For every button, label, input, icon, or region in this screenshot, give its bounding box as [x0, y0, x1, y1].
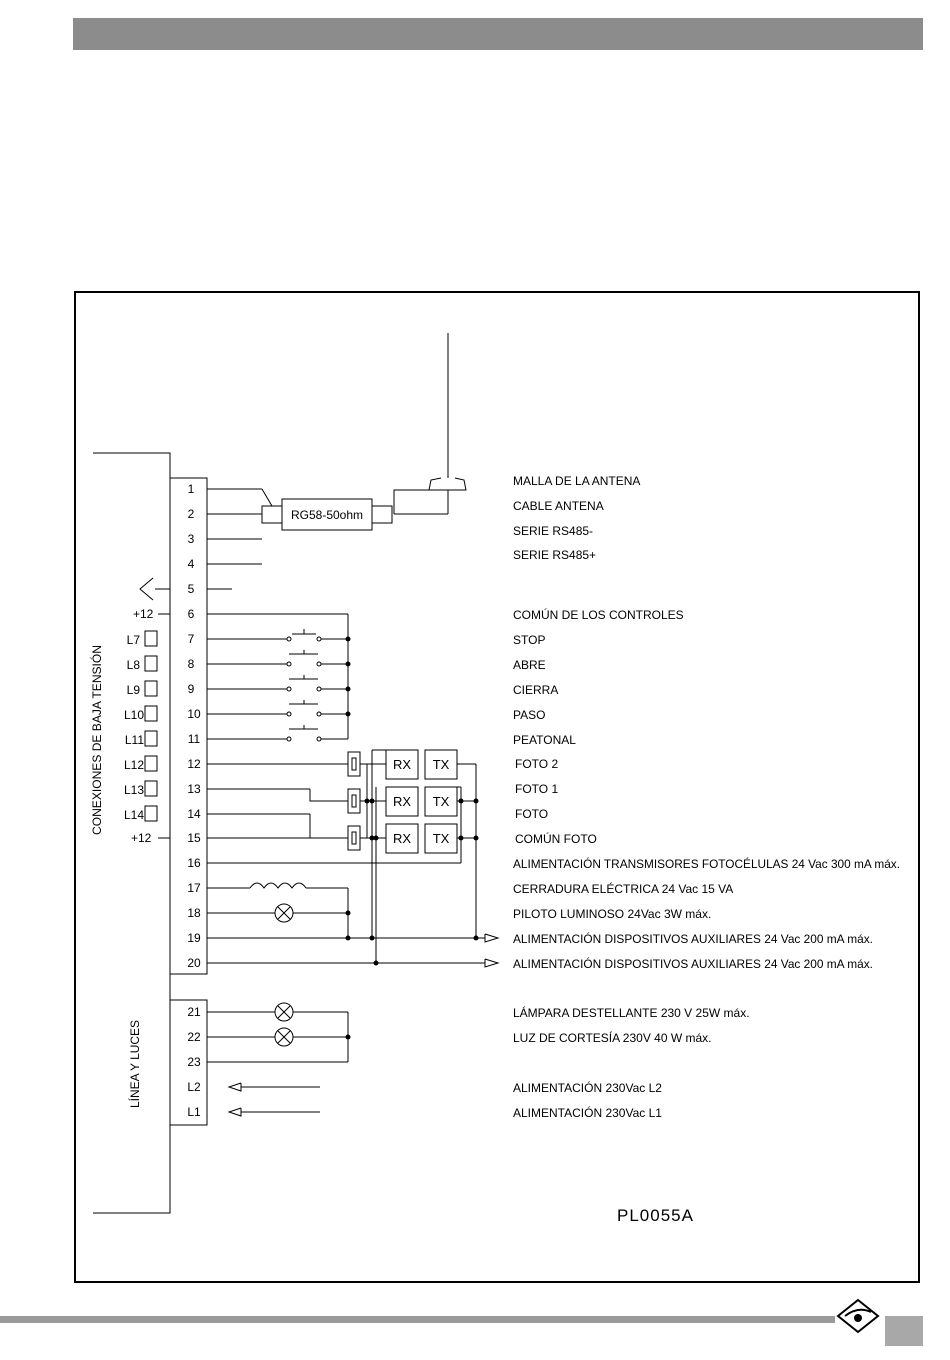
- description-label: CERRADURA ELÉCTRICA 24 Vac 15 VA: [513, 882, 734, 896]
- terminal-number: 23: [187, 1055, 201, 1069]
- description-label: SERIE RS485-: [513, 524, 594, 538]
- footer-bar: [0, 1316, 835, 1323]
- tx-label: TX: [432, 794, 450, 809]
- terminal-number: 7: [187, 632, 195, 646]
- description-label: FOTO 1: [515, 782, 559, 796]
- plus12-label: +12: [133, 607, 154, 621]
- terminal-number: 19: [187, 931, 201, 945]
- rx-label: RX: [392, 831, 412, 846]
- terminal-number: 14: [187, 807, 201, 821]
- terminal-number: 12: [187, 757, 201, 771]
- terminal-block-low-voltage: [170, 478, 207, 974]
- plus12-label: +12: [131, 831, 152, 845]
- terminal-number: 10: [187, 707, 201, 721]
- description-label: ALIMENTACIÓN 230Vac L1: [513, 1106, 662, 1120]
- led-label: L9: [126, 683, 140, 697]
- terminal-number: 21: [187, 1005, 201, 1019]
- description-label: CIERRA: [513, 683, 559, 697]
- description-label: MALLA DE LA ANTENA: [513, 474, 641, 488]
- rx-label: RX: [392, 794, 412, 809]
- description-label: FOTO: [515, 807, 549, 821]
- terminal-number: 3: [187, 532, 195, 546]
- terminal-numbers: [187, 482, 201, 1119]
- antenna-base: [429, 478, 466, 490]
- led-squares: [145, 631, 157, 821]
- push-buttons: [207, 629, 348, 739]
- terminal-number: 18: [187, 906, 201, 920]
- led-label: L7: [126, 633, 140, 647]
- coax-label: RG58-50ohm: [290, 508, 364, 522]
- terminal-number: L2: [187, 1080, 201, 1094]
- rx-label: RX: [392, 757, 412, 772]
- terminal-number: 17: [187, 881, 201, 895]
- terminal-number: 9: [187, 682, 195, 696]
- led-label: L14: [123, 808, 144, 822]
- description-label: ALIMENTACIÓN DISPOSITIVOS AUXILIARES 24 Vac 200 mA máx.: [513, 957, 877, 971]
- description-label: ABRE: [513, 658, 546, 672]
- terminal-number: 8: [187, 657, 195, 671]
- terminal-number: 4: [187, 557, 195, 571]
- led-label: L11: [124, 733, 144, 747]
- group-low-voltage-label: CONEXIONES DE BAJA TENSIÓN: [89, 645, 104, 835]
- lock-coil-icon: [250, 883, 306, 888]
- description-label: ALIMENTACIÓN DISPOSITIVOS AUXILIARES 24 Vac 200 mA máx.: [513, 932, 877, 946]
- description-label: FOTO 2: [515, 757, 559, 771]
- tx-label: TX: [432, 831, 450, 846]
- terminal-number: L1: [187, 1105, 201, 1119]
- terminal-number: 2: [187, 507, 195, 521]
- description-label: ALIMENTACIÓN TRANSMISORES FOTOCÉLULAS 24 Vac 300 mA máx.: [513, 857, 906, 871]
- ground-arrow-icon: [140, 578, 153, 600]
- description-label: COMÚN DE LOS CONTROLES: [513, 608, 684, 622]
- group-line-label: LÍNEA Y LUCES: [127, 1019, 142, 1108]
- terminal-number: 22: [187, 1030, 201, 1044]
- terminal-number: 16: [187, 856, 201, 870]
- led-label: L13: [123, 783, 144, 797]
- page-number-box: [885, 1316, 923, 1346]
- description-label: PILOTO LUMINOSO 24Vac 3W máx.: [513, 907, 712, 921]
- brand-logo-icon: [838, 1300, 878, 1332]
- drawing-code: PL0055A: [617, 1206, 694, 1225]
- description-label: COMÚN FOTO: [515, 832, 597, 846]
- description-label: STOP: [513, 633, 546, 647]
- terminal-number: 15: [187, 831, 201, 845]
- terminal-number: 20: [187, 956, 201, 970]
- description-label: PASO: [513, 708, 546, 722]
- rx-tx-labels: [393, 757, 450, 846]
- led-label: L12: [123, 758, 144, 772]
- description-label: SERIE RS485+: [513, 548, 597, 562]
- description-label: LÁMPARA DESTELLANTE 230 V 25W máx.: [513, 1006, 750, 1020]
- description-label: PEATONAL: [513, 733, 576, 747]
- description-label: ALIMENTACIÓN 230Vac L2: [513, 1081, 662, 1095]
- tx-label: TX: [432, 757, 450, 772]
- terminal-number: 11: [187, 732, 201, 746]
- terminal-number: 1: [187, 482, 195, 496]
- terminal-number: 5: [187, 582, 195, 596]
- terminal-descriptions: [513, 474, 906, 1120]
- terminal-number: 13: [187, 782, 201, 796]
- description-label: LUZ DE CORTESÍA 230V 40 W máx.: [513, 1031, 712, 1045]
- led-label: L10: [123, 708, 144, 722]
- led-label: L8: [126, 658, 140, 672]
- description-label: CABLE ANTENA: [513, 499, 604, 513]
- led-labels: [124, 633, 144, 822]
- terminal-number: 6: [187, 607, 195, 621]
